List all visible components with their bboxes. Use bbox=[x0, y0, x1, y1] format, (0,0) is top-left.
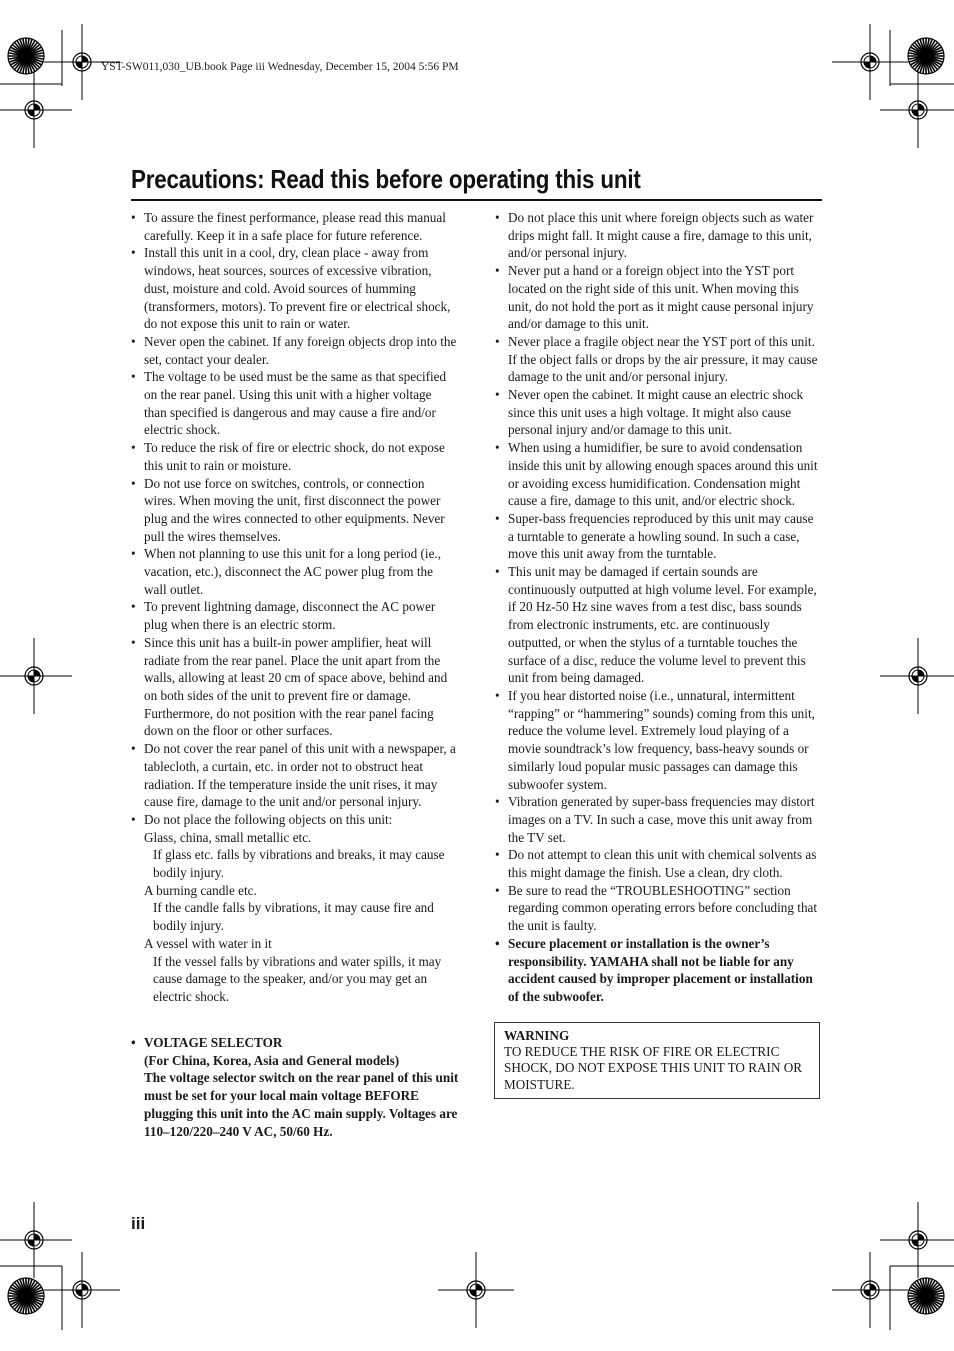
title-rule bbox=[131, 199, 822, 201]
registration-target bbox=[880, 1202, 954, 1278]
object-note: If the candle falls by vibrations, it may cause fire and bodily injury. bbox=[153, 900, 434, 934]
file-header-line: YST-SW011,030_UB.book Page iii Wednesday, December 15, 2004 5:56 PM bbox=[101, 61, 459, 73]
precaution-item: • Never open the cabinet. If any foreign objects drop into the set, contact your dealer. bbox=[131, 333, 457, 368]
warning-box bbox=[494, 1022, 820, 1099]
right-column bbox=[495, 209, 821, 1006]
voltage-selector-notice bbox=[131, 1034, 461, 1140]
precaution-item: • To prevent lightning damage, disconnect the AC power plug when there is an electric storm. bbox=[131, 598, 457, 633]
precaution-item: • When using a humidifier, be sure to avoid condensation inside this unit by allowing enough spaces around this unit or avoiding excess humidification. Condensation might cause a fire, damage to this unit, and/or electric shock. bbox=[495, 439, 821, 510]
precaution-item: • Vibration generated by super-bass frequencies may distort images on a TV. In such a case, move this unit away from the TV set. bbox=[495, 793, 821, 846]
precaution-item: • This unit may be damaged if certain sounds are continuously outputted at high volume level. For example, if 20 Hz-50 Hz sine waves from a test disc, bass sounds from electronic instruments, etc. are continuously outputted, or when the stylus of a turntable touches the surface of a disc, reduce the volume level to prevent this unit from being damaged. bbox=[495, 563, 821, 687]
precaution-item-liability: • Secure placement or installation is the owner’s responsibility. YAMAHA shall not be liable for any accident caused by improper placement or installation of the subwoofer. bbox=[495, 935, 821, 1006]
object-note: If the vessel falls by vibrations and water spills, it may cause damage to the speaker, and/or you may get an electric shock. bbox=[153, 953, 442, 1004]
object-item: A vessel with water in it bbox=[144, 935, 272, 951]
precaution-item: • Do not place the following objects on this unit: Glass, china, small metallic etc. If glass etc. falls by vibrations and breaks, it may cause bodily injury. A burning candle etc. If the candle falls by vibrations, it may cause fire and bodily injury. A vessel with water in it If the vessel falls by vibrations and water spills, it may cause damage to the speaker, and/or you may get an electric shock. bbox=[131, 811, 457, 1006]
precaution-item: • Do not place this unit where foreign objects such as water drips might fall. It might cause a fire, damage to this unit, and/or personal injury. bbox=[495, 209, 821, 262]
precaution-item: • Do not cover the rear panel of this unit with a newspaper, a tablecloth, a curtain, etc. in order not to obstruct heat radiation. If the temperature inside the unit rises, it may cause fire, damage to the unit and/or personal injury. bbox=[131, 740, 457, 811]
precaution-item: • Since this unit has a built-in power amplifier, heat will radiate from the rear panel. Place the unit apart from the walls, allowing at least 20 cm of space above, behind and on both sides of the unit to prevent fire or damage. Furthermore, do not position with the rear panel facing down on the floor or other surfaces. bbox=[131, 634, 457, 740]
registration-starburst bbox=[908, 38, 944, 74]
precaution-item: • To reduce the risk of fire or electric shock, do not expose this unit to rain or moisture. bbox=[131, 439, 457, 474]
registration-target bbox=[880, 638, 954, 714]
voltage-models: (For China, Korea, Asia and General models) bbox=[144, 1052, 400, 1068]
warning-body: TO REDUCE THE RISK OF FIRE OR ELECTRIC SHOCK, DO NOT EXPOSE THIS UNIT TO RAIN OR MOISTURE. bbox=[504, 1044, 803, 1092]
registration-target bbox=[44, 1252, 120, 1328]
precaution-item: • If you hear distorted noise (i.e., unnatural, intermittent “rapping” or “hammering” sounds) coming from this unit, reduce the volume level. Extremely loud playing of a movie soundtrack’s low frequency, bass-heavy sounds or similarly loud popular music passages can damage this subwoofer system. bbox=[495, 687, 821, 793]
precaution-item: • Never put a hand or a foreign object into the YST port located on the right side of this unit. When moving this unit, do not hold the port as it might cause personal injury and/or damage to this unit. bbox=[495, 262, 821, 333]
registration-target bbox=[832, 1252, 908, 1328]
registration-target bbox=[0, 1202, 72, 1278]
registration-target bbox=[832, 24, 908, 100]
warning-title: WARNING bbox=[504, 1028, 570, 1043]
page-number: iii bbox=[131, 1214, 146, 1233]
left-column bbox=[131, 209, 457, 1006]
voltage-heading: • VOLTAGE SELECTOR bbox=[144, 1035, 283, 1050]
page-title: Precautions: Read this before operating this unit bbox=[131, 164, 641, 194]
registration-target bbox=[880, 72, 954, 148]
registration-target bbox=[0, 72, 72, 148]
precaution-item: • Never open the cabinet. It might cause an electric shock since this unit uses a high voltage. It might also cause personal injury and/or damage to this unit. bbox=[495, 386, 821, 439]
registration-starburst bbox=[8, 38, 44, 74]
voltage-body: The voltage selector switch on the rear panel of this unit must be set for your local main voltage BEFORE plugging this unit into the AC main supply. Voltages are 110–120/220–240 V AC, 50/60 Hz. bbox=[144, 1070, 459, 1139]
precaution-item: • Do not use force on switches, controls, or connection wires. When moving the unit, first disconnect the power plug and the wires connected to other equipments. Never pull the wires themselves. bbox=[131, 475, 457, 546]
voltage-item bbox=[131, 1034, 461, 1140]
precaution-item: • Super-bass frequencies reproduced by this unit may cause a turntable to generate a howling sound. In such a case, move this unit away from the turntable. bbox=[495, 510, 821, 563]
precaution-item: • To assure the finest performance, please read this manual carefully. Keep it in a safe place for future reference. bbox=[131, 209, 457, 244]
object-note: If glass etc. falls by vibrations and breaks, it may cause bodily injury. bbox=[153, 847, 445, 881]
precaution-item: • Never place a fragile object near the YST port of this unit. If the object falls or drops by the air pressure, it may cause damage to the unit and/or personal injury. bbox=[495, 333, 821, 386]
object-item: A burning candle etc. bbox=[144, 882, 257, 898]
registration-target bbox=[438, 1252, 514, 1328]
precaution-item: • Do not attempt to clean this unit with chemical solvents as this might damage the finish. Use a clean, dry cloth. bbox=[495, 846, 821, 881]
registration-starburst bbox=[908, 1278, 944, 1314]
precaution-item: • Be sure to read the “TROUBLESHOOTING” section regarding common operating errors before concluding that the unit is faulty. bbox=[495, 882, 821, 935]
registration-starburst bbox=[8, 1278, 44, 1314]
precaution-item: • When not planning to use this unit for a long period (ie., vacation, etc.), disconnect the AC power plug from the wall outlet. bbox=[131, 545, 457, 598]
precaution-item: • The voltage to be used must be the same as that specified on the rear panel. Using this unit with a higher voltage than specified is dangerous and may cause a fire and/or electric shock. bbox=[131, 368, 457, 439]
precaution-item: • Install this unit in a cool, dry, clean place - away from windows, heat sources, sources of excessive vibration, dust, moisture and cold. Avoid sources of humming (transformers, motors). To prevent fire or electrical shock, do not expose this unit to rain or water. bbox=[131, 244, 457, 333]
registration-target bbox=[0, 638, 72, 714]
object-item: Glass, china, small metallic etc. bbox=[144, 829, 312, 845]
